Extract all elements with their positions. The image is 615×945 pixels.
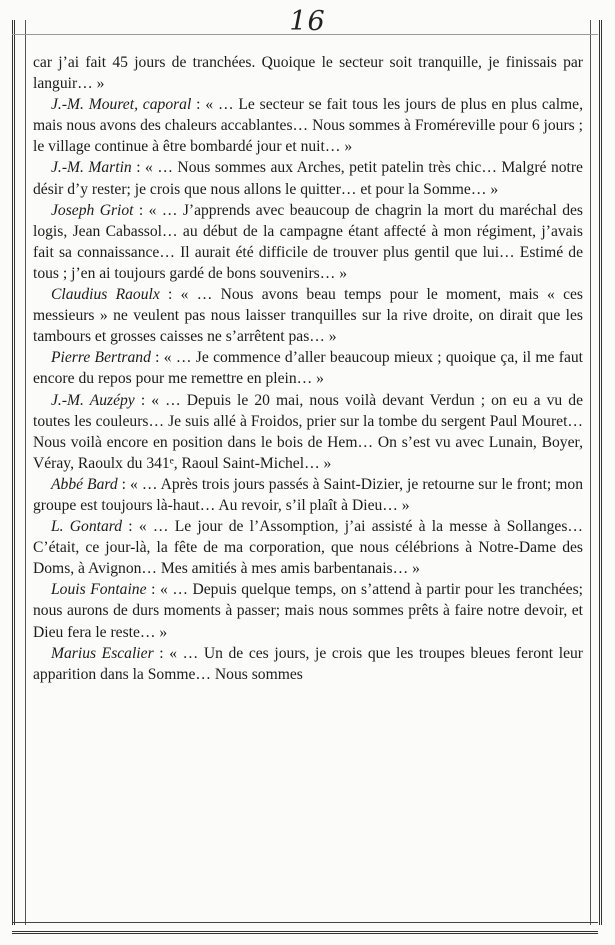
- letter-paragraph: [33, 200, 583, 284]
- letter-paragraph: [33, 347, 583, 389]
- frame-right-border: [590, 20, 602, 925]
- speaker-name: J.-M. Mouret, caporal: [51, 96, 192, 114]
- speaker-name: Marius Escalier: [51, 644, 154, 662]
- speaker-name: J.-M. Auzépy: [51, 391, 135, 409]
- letter-paragraph: [33, 284, 583, 347]
- letter-paragraph: [33, 643, 583, 685]
- body-text: [33, 52, 583, 685]
- letter-paragraph: [33, 579, 583, 642]
- paragraph-text: car j’ai fait 45 jours de tranchées. Quoique le secteur soit tranquille, je finissais par languir… »: [33, 54, 583, 93]
- frame-bottom-border: [12, 922, 598, 934]
- paragraph-text: : « … Depuis le 20 mai, nous voilà devant Verdun ; on eu a vu de toutes les couleurs… Je suis allé à Froidos, prier sur la tombe du sergent Paul Mouret… Nous voilà encore en position dans le bois de Hem… On s’est vu avec Lunain, Boyer, Véray, Raoulx du 341ᵉ, Raoul Saint-Michel… »: [33, 391, 583, 472]
- speaker-name: Claudius Raoulx: [51, 286, 160, 304]
- letter-paragraph: [33, 474, 583, 516]
- paragraph-continuation: [33, 52, 583, 94]
- speaker-name: J.-M. Martin: [51, 159, 132, 177]
- speaker-name: Louis Fontaine: [51, 581, 147, 599]
- paragraph-text: : « … Depuis quelque temps, on s’attend à partir pour les tranchées; nous aurons de durs moments à passer; mais nous sommes prêts à faire notre devoir, et Dieu fera le reste… »: [33, 581, 583, 641]
- letter-paragraph: [33, 157, 583, 199]
- paragraph-text: : « … Un de ces jours, je crois que les troupes bleues feront leur apparition dans la Somme… Nous sommes: [33, 644, 583, 683]
- frame-left-border: [12, 20, 26, 925]
- paragraph-text: : « … Nous sommes aux Arches, petit patelin très chic… Malgré notre désir d’y rester; je crois que nous allons le quitter… et pour la Somme… »: [33, 159, 583, 198]
- paragraph-text: : « … Le jour de l’Assomption, j’ai assisté à la messe à Sollanges… C’était, ce jour-là, la fête de ma corporation, que nous célébrions à Notre-Dame des Doms, à Avignon… Mes amitiés à mes amis barbentanais… »: [33, 518, 583, 578]
- speaker-name: Pierre Bertrand: [51, 349, 151, 367]
- paragraph-text: : « … J’apprends avec beaucoup de chagrin la mort du maréchal des logis, Jean Cabassol… au début de la campagne étant affecté à mon régiment, j’avais fait sa connaissance… Il aurait été difficile de trouver plus gentil que lui… Estimé de tous ; j’en ai toujours gardé de bons souvenirs… »: [33, 201, 583, 282]
- paragraph-text: : « … Nous avons beau temps pour le moment, mais « ces messieurs » ne veulent pas nous laisser tranquilles sur la rive droite, on dirait que les tambours et grosses caisses ne s’arrêtent pas… »: [33, 286, 583, 346]
- letter-paragraph: [33, 516, 583, 579]
- speaker-name: Joseph Griot: [51, 201, 134, 219]
- paragraph-text: : « … Je commence d’aller beaucoup mieux ; quoique ça, il me faut encore du repos pour me remettre en plein… »: [33, 349, 584, 388]
- frame-top-rule: [12, 34, 598, 35]
- page-number: 16: [289, 6, 326, 37]
- paragraph-text: : « … Après trois jours passés à Saint-Dizier, je retourne sur le front; mon groupe est toujours là-haut… Au revoir, s’il plaît à Dieu… »: [33, 475, 583, 514]
- letter-paragraph: [33, 94, 583, 157]
- speaker-name: L. Gontard: [51, 518, 123, 536]
- letter-paragraph: [33, 390, 583, 474]
- speaker-name: Abbé Bard: [51, 475, 118, 493]
- paragraph-text: : « … Le secteur se fait tous les jours de plus en plus calme, mais nous avons des chaleurs accablantes… Nous sommes à Froméreville pour 6 jours ; le village continue à être bombardé jour et nuit… »: [33, 96, 583, 156]
